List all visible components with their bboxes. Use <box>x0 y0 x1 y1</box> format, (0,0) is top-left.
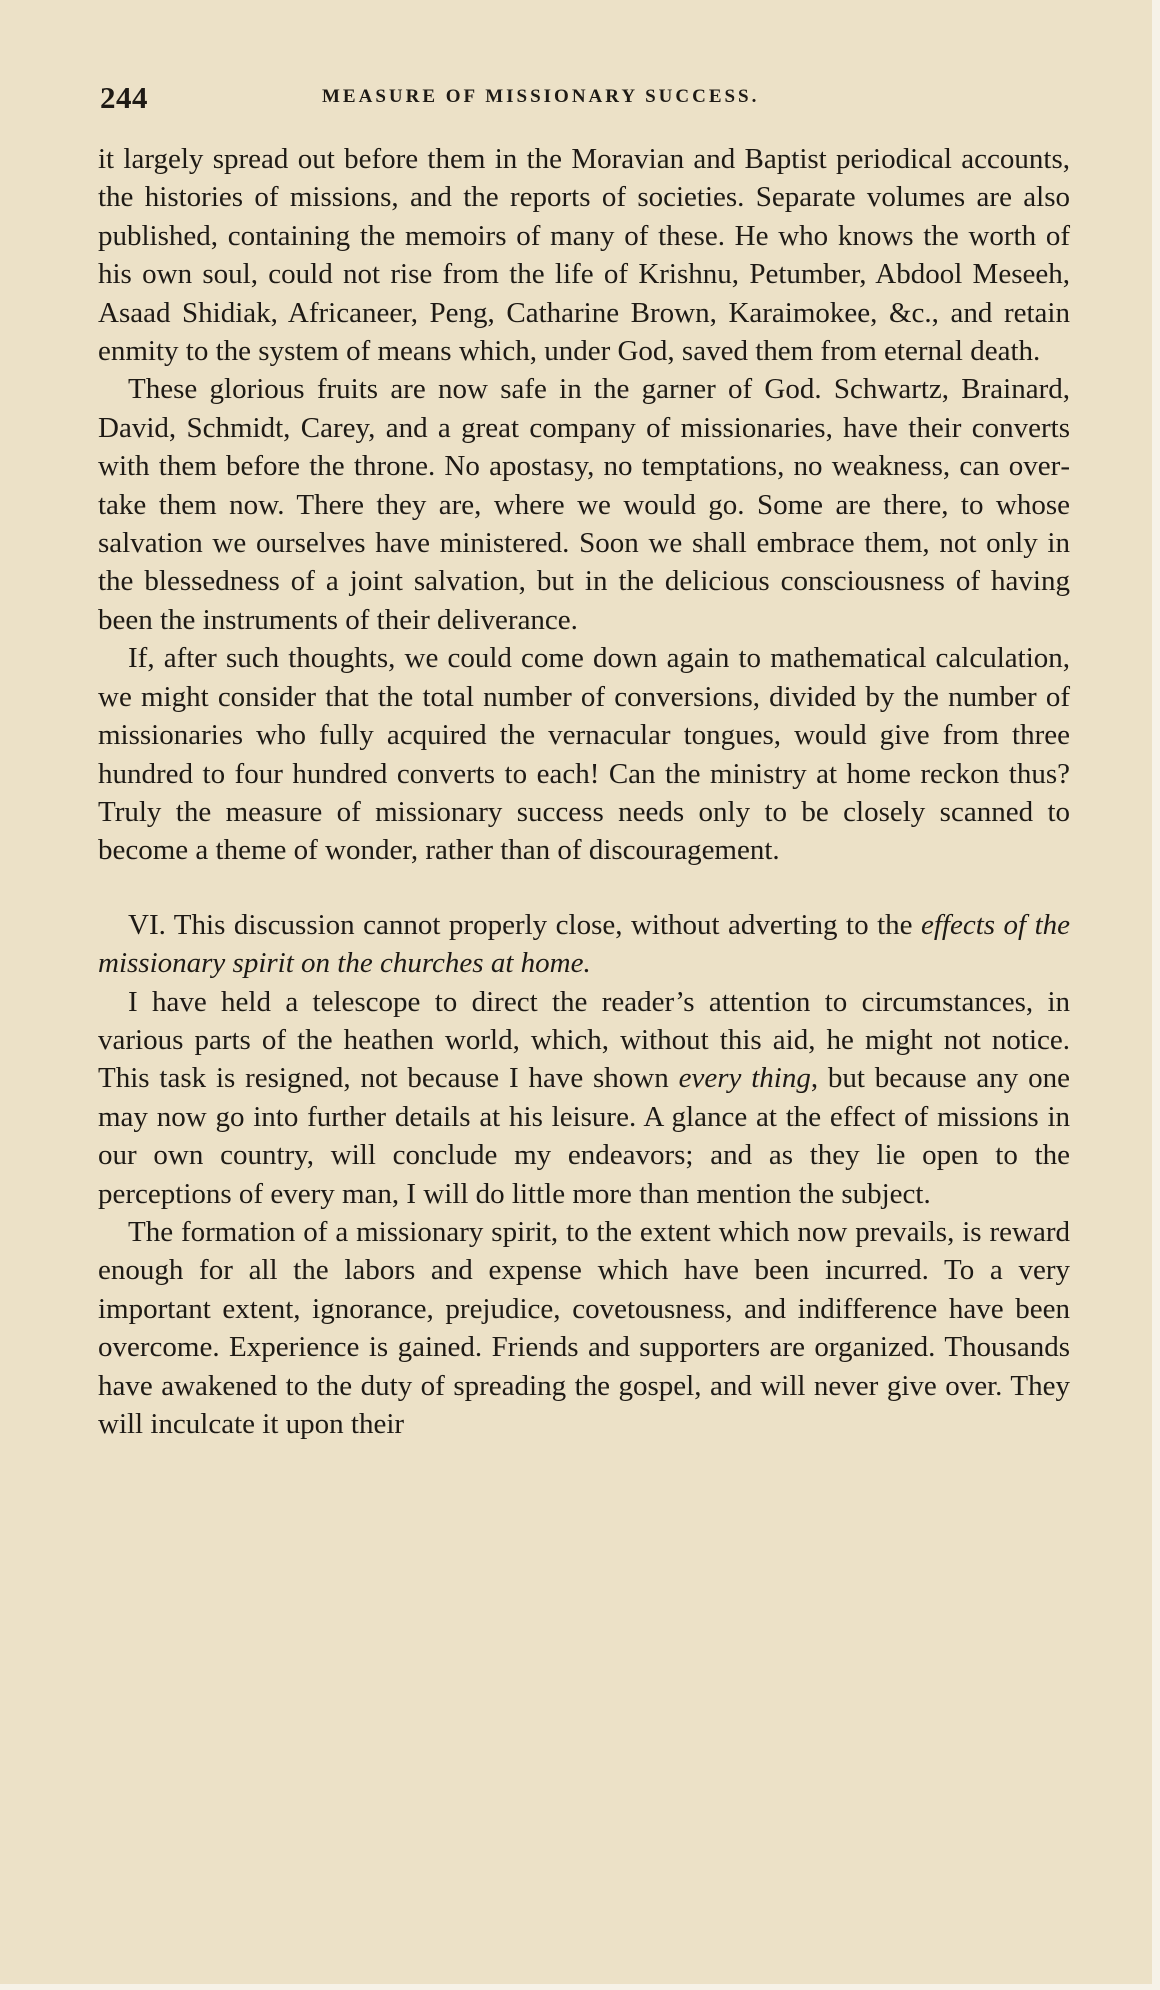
running-head <box>100 80 1090 120</box>
paragraph-5-text-before: I have held a telescope to direct the reader’s attention to circumstances, in various parts of the heathen world, which, without this aid, he might not notice. This task is resigned, not because I have shown <box>98 985 1070 1095</box>
paragraph-6: The formation of a missionary spirit, to the extent which now prevails, is reward enough for all the labors and expense which have been incurred. To a very important extent, ignorance, prejudice, covetousness, and indifference have been overcome. Experience is gained. Friends and supporters are organized. Thousands have awakened to the duty of spreading the gospel, and will never give over. They will inculcate it upon their <box>98 1215 1070 1440</box>
section-vi-text: VI. This discussion cannot properly close, without adverting to the <box>128 908 921 941</box>
body-text <box>98 140 1070 1443</box>
paragraph-5-emphasis: every thing <box>678 1062 811 1095</box>
paragraph-2: These glorious fruits are now safe in the garner of God. Schwartz, Brainard, David, Schmidt, Carey, and a great company of missionaries, have their converts with them before the throne. No apostasy, no temptations, no weakness, can overtake them now. There they are, where we would go. Some are there, to whose salvation we ourselves have ministered. Soon we shall embrace them, not only in the blessedness of a joint salvation, but in the delicious consciousness of having been the instruments of their deliverance. <box>98 373 1070 636</box>
paragraph-5 <box>98 983 1070 1213</box>
page-number: 244 <box>100 80 148 115</box>
paragraph-5-text-after: , but because any one may now go into further details at his leisure. A glance at the effect of missions in our own country, will conclude my endeavors; and as they lie open to the perceptions of every man, I will do little more than mention the subject. <box>98 1062 1070 1210</box>
running-title: MEASURE OF MISSIONARY SUCCESS. <box>322 86 760 107</box>
section-vi-emphasis: effects of the missionary spirit on the churches at home. <box>98 908 1070 980</box>
paragraph-1: it largely spread out before them in the Moravian and Baptist periodical accounts, the histories of missions, and the reports of societies. Separate volumes are also published, containing the memoirs of many of these. He who knows the worth of his own soul, could not rise from the life of Krishnu, Petumber, Abdool Meseeh, Asaad Shidiak, Africaneer, Peng, Catharine Brown, Karaimokee, &c., and retain enmity to the system of means which, under God, saved them from eternal death. <box>98 143 1070 368</box>
section-vi-paragraph <box>98 906 1070 983</box>
paragraph-3: If, after such thoughts, we could come down again to mathematical calculation, we might consider that the total number of conversions, divided by the number of missionaries who fully acquired the vernacular tongues, would give from three hundred to four hundred converts to each! Can the ministry at home reckon thus? Truly the measure of missionary success needs only to be closely scanned to become a theme of wonder, rather than of discouragement. <box>98 642 1070 867</box>
